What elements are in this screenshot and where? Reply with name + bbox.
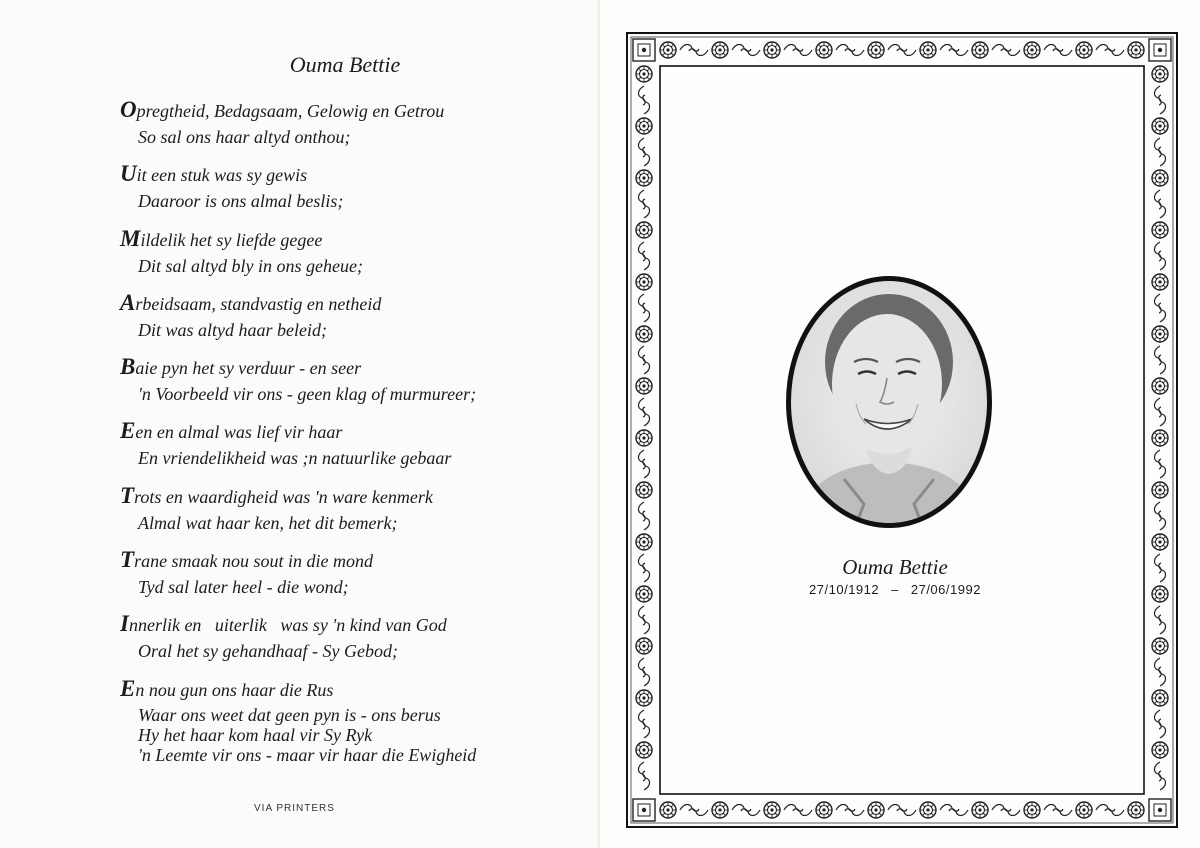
stanza-first-line: [120, 416, 590, 447]
border-ornament: [784, 44, 812, 55]
border-ornament: [764, 802, 780, 818]
border-ornament: [1152, 222, 1168, 238]
stanza-line: 'n Voorbeeld vir ons - geen klag of murmureer;: [138, 384, 477, 405]
border-ornament: [764, 42, 780, 58]
border-ornament: [636, 222, 652, 238]
border-ornament: [868, 802, 884, 818]
stanza: [120, 159, 590, 223]
stanza: [120, 545, 590, 609]
stanza-initial: E: [120, 675, 136, 701]
stanza-first-line-text: nnerlik en uiterlik was sy 'n kind van God: [128, 615, 447, 636]
border-ornament: [636, 274, 652, 290]
border-ornament: [636, 430, 652, 446]
border-ornament: [836, 804, 864, 815]
border-ornament: [972, 42, 988, 58]
stanza-line: So sal ons haar altyd onthou;: [138, 127, 351, 147]
date-separator: –: [891, 582, 899, 597]
border-ornament: [888, 804, 916, 815]
border-ornament: [836, 44, 864, 55]
stanza-line: Dit was altyd haar beleid;: [138, 319, 327, 340]
border-ornament: [816, 802, 832, 818]
stanza-first-line-text: it een stuk was sy gewis: [136, 165, 308, 186]
border-ornament: [1024, 802, 1040, 818]
stanza-first-line: [120, 95, 590, 126]
stanza-first-line: [120, 288, 590, 319]
border-ornament: [636, 638, 652, 654]
border-ornament: [680, 44, 708, 55]
stanza-line: Almal wat haar ken, het dit bemerk;: [138, 512, 398, 533]
border-ornament: [1152, 378, 1168, 394]
border-ornament: [1152, 66, 1168, 82]
stanza-initial: B: [120, 354, 136, 380]
border-ornament: [1128, 42, 1144, 58]
stanza-line: Dit sal altyd bly in ons geheue;: [138, 255, 363, 276]
border-ornament: [940, 44, 968, 55]
life-dates: [770, 582, 1020, 597]
border-ornament: [636, 170, 652, 186]
stanza-initial: M: [120, 225, 141, 251]
border-ornament: [868, 42, 884, 58]
border-ornament: [1152, 326, 1168, 342]
border-ornament: [636, 378, 652, 394]
border-ornament: [1076, 802, 1092, 818]
stanza-first-line-text: ildelik het sy liefde gegee: [140, 229, 323, 250]
border-ornament: [638, 762, 649, 790]
border-ornament: [732, 44, 760, 55]
printer-credit: VIA PRINTERS: [254, 803, 335, 814]
stanza-initial: T: [120, 547, 135, 573]
stanza-initial: I: [120, 611, 129, 637]
stanza-initial: A: [120, 289, 136, 315]
stanza-first-line-text: pregtheid, Bedagsaam, Gelowig en Getrou: [136, 101, 445, 121]
stanza: [120, 481, 590, 545]
border-ornament: [638, 346, 649, 374]
stanza-initial: O: [120, 97, 137, 122]
border-ornament: [1154, 294, 1165, 322]
border-ornament: [636, 118, 652, 134]
stanza: [120, 224, 590, 288]
border-ornament: [638, 450, 649, 478]
border-ornament: [784, 804, 812, 815]
poem-panel: [0, 0, 599, 848]
border-ornament: [1154, 346, 1165, 374]
border-ornament: [638, 86, 649, 114]
stanza: [120, 352, 590, 416]
border-ornament: [1154, 658, 1165, 686]
border-ornament: [1154, 190, 1165, 218]
poem: [120, 95, 590, 784]
border-ornament: [972, 802, 988, 818]
border-ornament: [638, 190, 649, 218]
border-ornament: [638, 138, 649, 166]
stanza-line: Daaroor is ons almal beslis;: [138, 191, 344, 212]
border-ornament: [636, 326, 652, 342]
stanza: [120, 609, 590, 673]
border-ornament: [638, 294, 649, 322]
stanza-line: En vriendelikheid was ;n natuurlike gebaar: [138, 448, 452, 469]
border-ornament: [1154, 398, 1165, 426]
border-ornament: [636, 66, 652, 82]
border-ornament: [638, 658, 649, 686]
border-ornament: [638, 242, 649, 270]
border-ornament: [636, 586, 652, 602]
border-ornament: [1152, 170, 1168, 186]
border-ornament: [1154, 242, 1165, 270]
stanza-first-line: [120, 481, 590, 512]
border-ornament: [1152, 690, 1168, 706]
stanza-first-line: [120, 159, 590, 190]
stanza-first-line: [120, 352, 590, 383]
stanza-first-line: [120, 609, 590, 640]
stanza-initial: T: [120, 482, 135, 508]
border-ornament: [660, 802, 676, 818]
stanza-line: Hy het haar kom haal vir Sy Ryk: [138, 724, 373, 745]
border-ornament: [1096, 804, 1124, 815]
border-ornament: [888, 44, 916, 55]
border-ornament: [1044, 44, 1072, 55]
border-ornament: [680, 804, 708, 815]
stanza-first-line: [120, 545, 590, 576]
birth-date: 27/10/1912: [809, 582, 880, 597]
border-ornament: [1154, 86, 1165, 114]
stanza-first-line-text: rane smaak nou sout in die mond: [134, 551, 374, 572]
border-ornament: [940, 804, 968, 815]
stanza-line: Waar ons weet dat geen pyn is - ons berus: [138, 704, 441, 725]
border-ornament: [732, 804, 760, 815]
border-ornament: [1152, 274, 1168, 290]
border-ornament: [1152, 430, 1168, 446]
border-ornament: [1154, 138, 1165, 166]
stanza-first-line-text: rots en waardigheid was 'n ware kenmerk: [134, 486, 433, 507]
death-date: 27/06/1992: [910, 582, 981, 597]
border-ornament: [660, 42, 676, 58]
border-ornament: [636, 690, 652, 706]
border-ornament: [1152, 742, 1168, 758]
border-ornament: [638, 710, 649, 738]
stanza-line: Oral het sy gehandhaaf - Sy Gebod;: [138, 641, 398, 662]
border-ornament: [1154, 450, 1165, 478]
stanza-first-line: [120, 674, 590, 705]
portrait-oval: [784, 274, 994, 530]
border-ornament: [638, 398, 649, 426]
border-ornament: [816, 42, 832, 58]
border-ornament: [920, 42, 936, 58]
border-ornament: [1152, 118, 1168, 134]
border-ornament: [636, 534, 652, 550]
stanza-first-line-text: rbeidsaam, standvastig en netheid: [135, 293, 382, 314]
border-ornament: [1152, 482, 1168, 498]
border-ornament: [920, 802, 936, 818]
stanza-line: Tyd sal later heel - die wond;: [138, 577, 349, 598]
stanza-line: 'n Leemte vir ons - maar vir haar die Ewigheid: [138, 744, 477, 765]
border-ornament: [1076, 42, 1092, 58]
border-ornament: [1096, 44, 1124, 55]
border-ornament: [1044, 804, 1072, 815]
deceased-name: Ouma Bettie: [842, 555, 948, 579]
stanza-first-line-text: aie pyn het sy verduur - en seer: [135, 358, 362, 379]
stanza-first-line: [120, 224, 590, 255]
border-ornament: [712, 42, 728, 58]
border-ornament: [992, 44, 1020, 55]
poem-title: Ouma Bettie: [289, 52, 401, 77]
border-ornament: [1154, 606, 1165, 634]
border-ornament: [638, 502, 649, 530]
stanza-first-line-text: en en almal was lief vir haar: [135, 422, 343, 443]
border-ornament: [638, 606, 649, 634]
border-ornament: [1152, 586, 1168, 602]
border-ornament: [638, 554, 649, 582]
stanza: [120, 674, 590, 784]
border-ornament: [1152, 534, 1168, 550]
border-ornament: [712, 802, 728, 818]
stanza: [120, 288, 590, 352]
border-ornament: [1154, 502, 1165, 530]
stanza-first-line-text: n nou gun ons haar die Rus: [135, 679, 334, 700]
border-ornament: [636, 742, 652, 758]
border-ornament: [1154, 710, 1165, 738]
border-ornament: [1128, 802, 1144, 818]
border-ornament: [1024, 42, 1040, 58]
border-ornament: [1154, 762, 1165, 790]
border-ornament: [992, 804, 1020, 815]
border-ornament: [1154, 554, 1165, 582]
stanza-initial: U: [120, 161, 137, 187]
stanza-initial: E: [120, 418, 136, 444]
border-ornament: [636, 482, 652, 498]
border-ornament: [1152, 638, 1168, 654]
stanza: [120, 95, 590, 159]
stanza: [120, 416, 590, 480]
